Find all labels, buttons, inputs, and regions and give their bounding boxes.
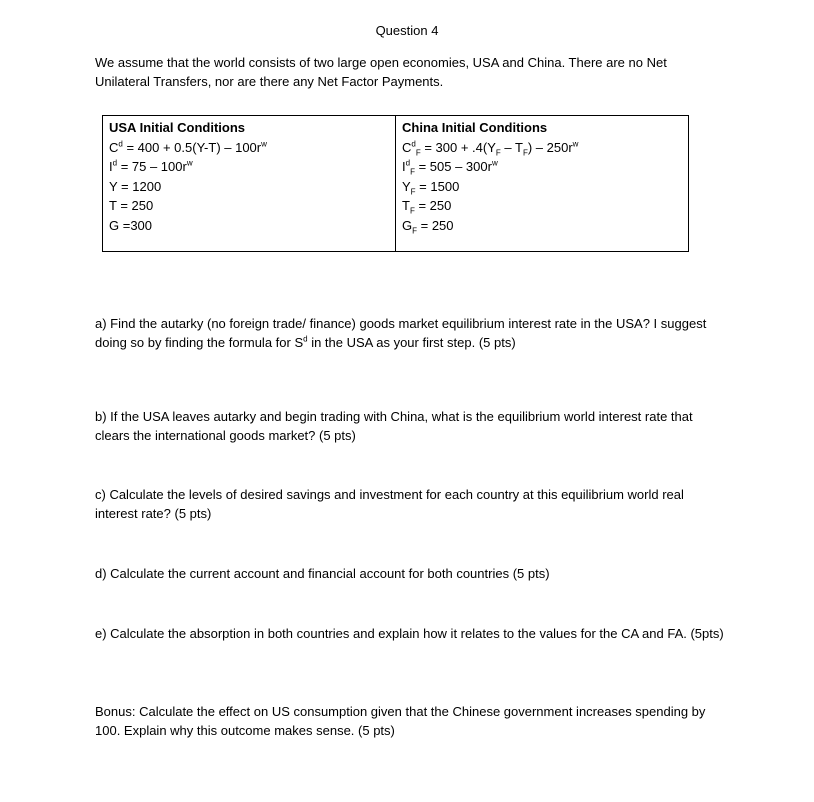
intro-paragraph: We assume that the world consists of two large open economies, USA and China. There are no Net Unilateral Transfers, nor are there any Net Factor Payments. xyxy=(95,55,667,89)
question-bonus: Bonus: Calculate the effect on US consumption given that the Chinese government increases spending by 100. Explain why this outcome makes sense. (5 pts) xyxy=(95,704,706,738)
usa-investment-eq: $I^d = 75 - 100r^w$ xyxy=(109,158,193,174)
china-conditions-cell xyxy=(396,116,689,252)
usa-government: G =300 xyxy=(109,217,153,233)
question-a: a) Find the autarky (no foreign trade/ finance) goods market equilibrium interest rate in the USA? I suggest doing so by finding the formula for $S^d$ in the USA as your first step. (5 pts) xyxy=(95,316,707,350)
china-government: $G_F = 250$ xyxy=(402,217,454,236)
usa-output: Y = 1200 xyxy=(109,178,162,194)
usa-taxes: T = 250 xyxy=(109,198,154,213)
question-d: d) Calculate the current account and financial account for both countries (5 pts) xyxy=(95,566,550,581)
question-title: Question 4 xyxy=(375,23,439,38)
usa-consumption-eq: $C^d = 400 + 0.5(Y-T) - 100r^w$ xyxy=(109,139,267,155)
china-output: $Y_F = 1500$ xyxy=(402,178,460,197)
usa-heading: USA Initial Conditions xyxy=(109,120,246,135)
china-consumption-eq: $C^d_F = 300 + .4(Y_F - T_F) - 250r^w$ xyxy=(402,139,579,158)
china-heading: China Initial Conditions xyxy=(402,120,548,135)
question-c: c) Calculate the levels of desired savings and investment for each country at this equilibrium world real interest rate? (5 pts) xyxy=(95,487,684,521)
china-taxes: $T_F = 250$ xyxy=(402,198,452,216)
question-e: e) Calculate the absorption in both countries and explain how it relates to the values for the CA and FA. (5pts) xyxy=(95,626,724,641)
question-b: b) If the USA leaves autarky and begin trading with China, what is the equilibrium world interest rate that clears the international goods market? (5 pts) xyxy=(95,409,693,443)
usa-conditions-cell xyxy=(103,116,396,252)
china-investment-eq: $I^d_F = 505 - 300r^w$ xyxy=(402,158,498,177)
initial-conditions-table xyxy=(102,115,689,252)
